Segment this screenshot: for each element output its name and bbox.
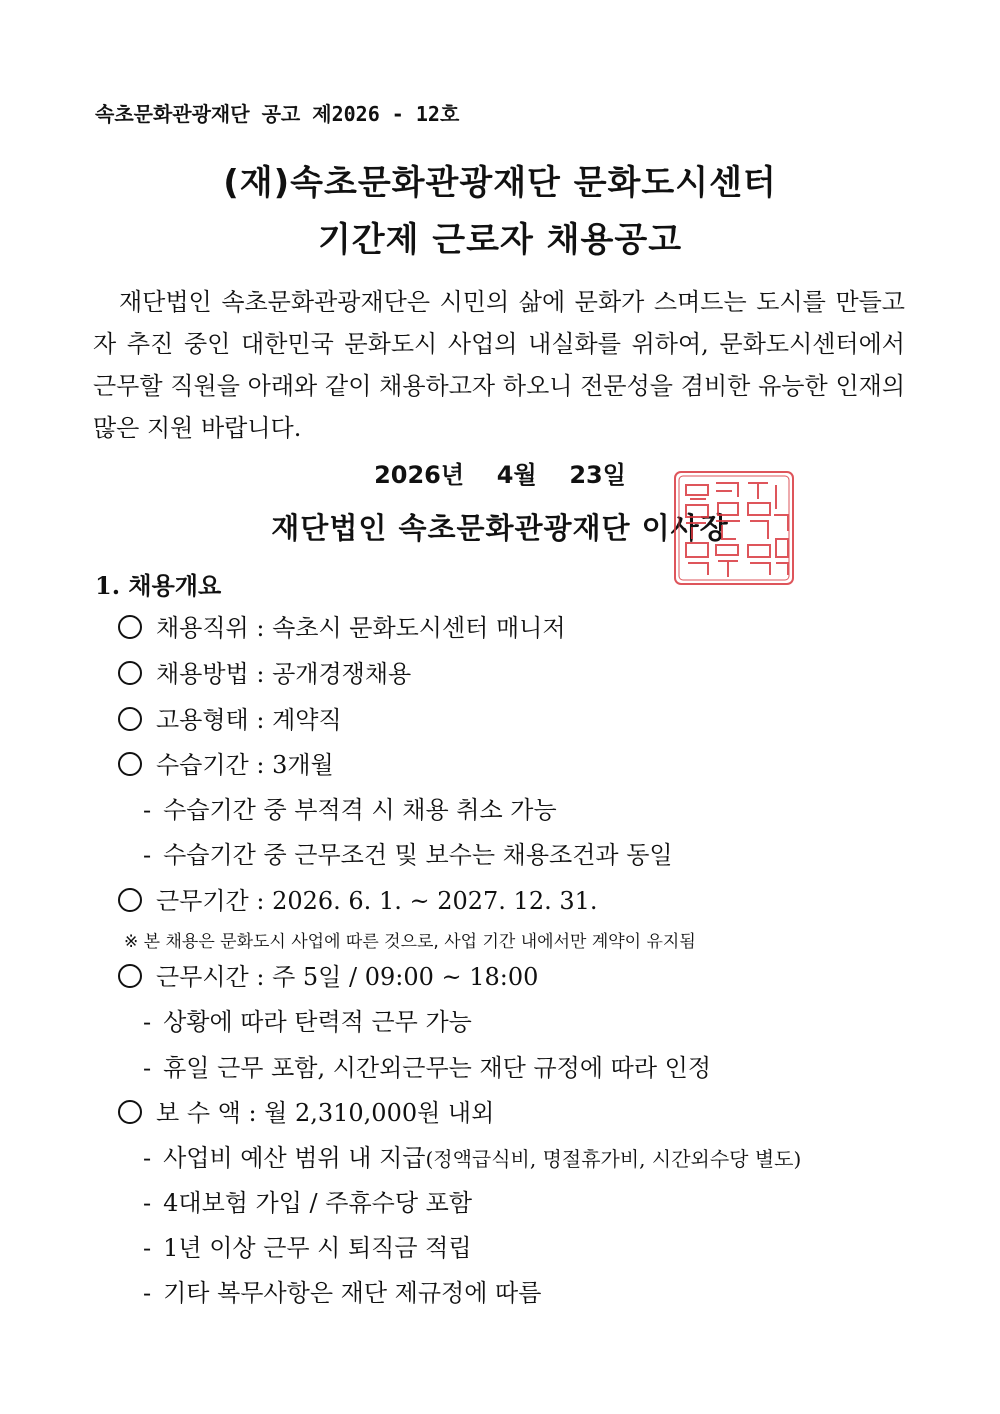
list-item: 채용직위 : 속초시 문화도시센터 매니저 bbox=[118, 613, 566, 643]
period-note: ※ 본 채용은 문화도시 사업에 따른 것으로, 사업 기간 내에서만 계약이 유지됨 bbox=[124, 932, 696, 952]
circle-bullet-icon bbox=[118, 964, 142, 988]
section-1-title: 1. 채용개요 bbox=[95, 571, 222, 600]
circle-bullet-icon bbox=[118, 661, 142, 685]
announcement-date: 2026년 4월 23일 bbox=[374, 461, 626, 489]
title-line-2: 기간제 근로자 채용공고 bbox=[317, 220, 683, 260]
circle-bullet-icon bbox=[118, 707, 142, 731]
issuer-name: 재단법인 속초문화관광재단 이사장 bbox=[271, 511, 729, 545]
sub-item: - 4대보험 가입 / 주휴수당 포함 bbox=[143, 1189, 473, 1217]
sub-item: - 수습기간 중 근무조건 및 보수는 채용조건과 동일 bbox=[143, 841, 673, 869]
circle-bullet-icon bbox=[118, 752, 142, 776]
intro-paragraph: 재단법인 속초문화관광재단은 시민의 삶에 문화가 스며드는 도시를 만들고자 추진 중인 대한민국 문화도시 사업의 내실화를 위하여, 문화도시센터에서 근무할 직원을 아래와 같이 채용하고자 하오니 전문성을 겸비한 유능한 인재의 많은 지원 바랍니다. bbox=[93, 288, 905, 442]
title-line-1: (재)속초문화관광재단 문화도시센터 bbox=[223, 163, 777, 203]
sub-item: - 수습기간 중 부적격 시 채용 취소 가능 bbox=[143, 796, 557, 824]
circle-bullet-icon bbox=[118, 888, 142, 912]
notice-number: 속초문화관광재단 공고 제2026 - 12호 bbox=[95, 102, 460, 126]
list-item: 고용형태 : 계약직 bbox=[118, 705, 342, 735]
list-item: 근무시간 : 주 5일 / 09:00 ~ 18:00 bbox=[118, 962, 538, 992]
list-item: 보 수 액 : 월 2,310,000원 내외 bbox=[118, 1098, 494, 1128]
sub-item: - 휴일 근무 포함, 시간외근무는 재단 규정에 따라 인정 bbox=[143, 1054, 712, 1082]
list-item: 채용방법 : 공개경쟁채용 bbox=[118, 659, 411, 689]
circle-bullet-icon bbox=[118, 615, 142, 639]
list-item: 수습기간 : 3개월 bbox=[118, 750, 334, 780]
circle-bullet-icon bbox=[118, 1100, 142, 1124]
sub-item: - 1년 이상 근무 시 퇴직금 적립 bbox=[143, 1234, 472, 1262]
sub-item: - 상황에 따라 탄력적 근무 가능 bbox=[143, 1008, 472, 1036]
list-item: 근무기간 : 2026. 6. 1. ~ 2027. 12. 31. bbox=[118, 886, 598, 916]
sub-item: - 기타 복무사항은 재단 제규정에 따름 bbox=[143, 1279, 542, 1307]
sub-item: - 사업비 예산 범위 내 지급(정액급식비, 명절휴가비, 시간외수당 별도) bbox=[143, 1144, 802, 1172]
